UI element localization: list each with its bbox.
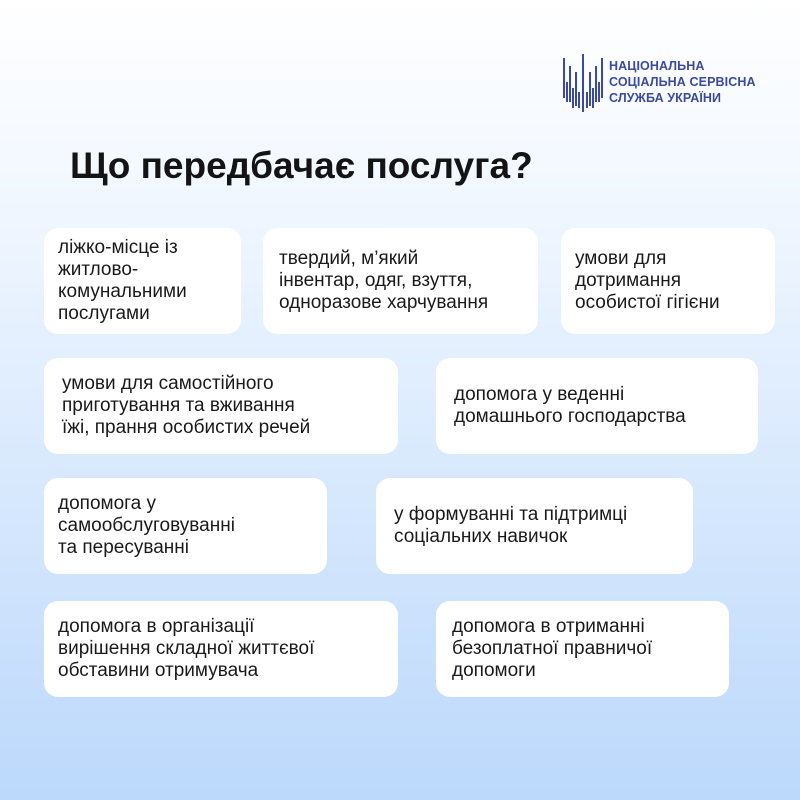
service-card-text: допомога в організації вирішення складної життєвої обставини отримувача: [58, 616, 315, 681]
service-card-text: твердий, м’який інвентар, одяг, взуття, одноразове харчування: [279, 248, 489, 313]
service-card-life-circumstances: [44, 601, 398, 697]
service-card-text: ліжко-місце із житлово- комунальними послугами: [58, 237, 187, 324]
service-card-housekeeping: [436, 358, 758, 454]
trident-emblem-icon: [560, 52, 606, 114]
service-card-self-care-mobility: [44, 478, 327, 574]
logo-text: [609, 58, 756, 106]
service-card-cooking-laundry: [44, 358, 398, 454]
service-card-text: умови для самостійного приготування та вживання їжі, прання особистих речей: [62, 373, 311, 438]
service-card-social-skills: [376, 478, 693, 574]
logo-line-1: НАЦІОНАЛЬНА: [609, 59, 705, 73]
logo-line-2: СОЦІАЛЬНА СЕРВІСНА: [609, 75, 756, 89]
service-card-text: допомога у веденні домашнього господарства: [454, 384, 686, 427]
logo-line-3: СЛУЖБА УКРАЇНИ: [609, 91, 722, 105]
nssu-logo: [560, 52, 770, 114]
service-card-text: у формуванні та підтримці соціальних навичок: [394, 504, 628, 547]
service-card-bed-utilities: [44, 228, 241, 334]
service-card-text: допомога у самообслуговуванні та пересуванні: [58, 493, 235, 558]
service-card-legal-aid: [436, 601, 729, 697]
service-card-text: умови для дотримання особистої гігієни: [575, 248, 720, 313]
service-card-hygiene: [561, 228, 775, 334]
page-title: Що передбачає послуга?: [70, 145, 533, 186]
service-card-text: допомога в отриманні безоплатної правничої допомоги: [452, 616, 653, 681]
service-card-inventory-food: [263, 228, 538, 334]
